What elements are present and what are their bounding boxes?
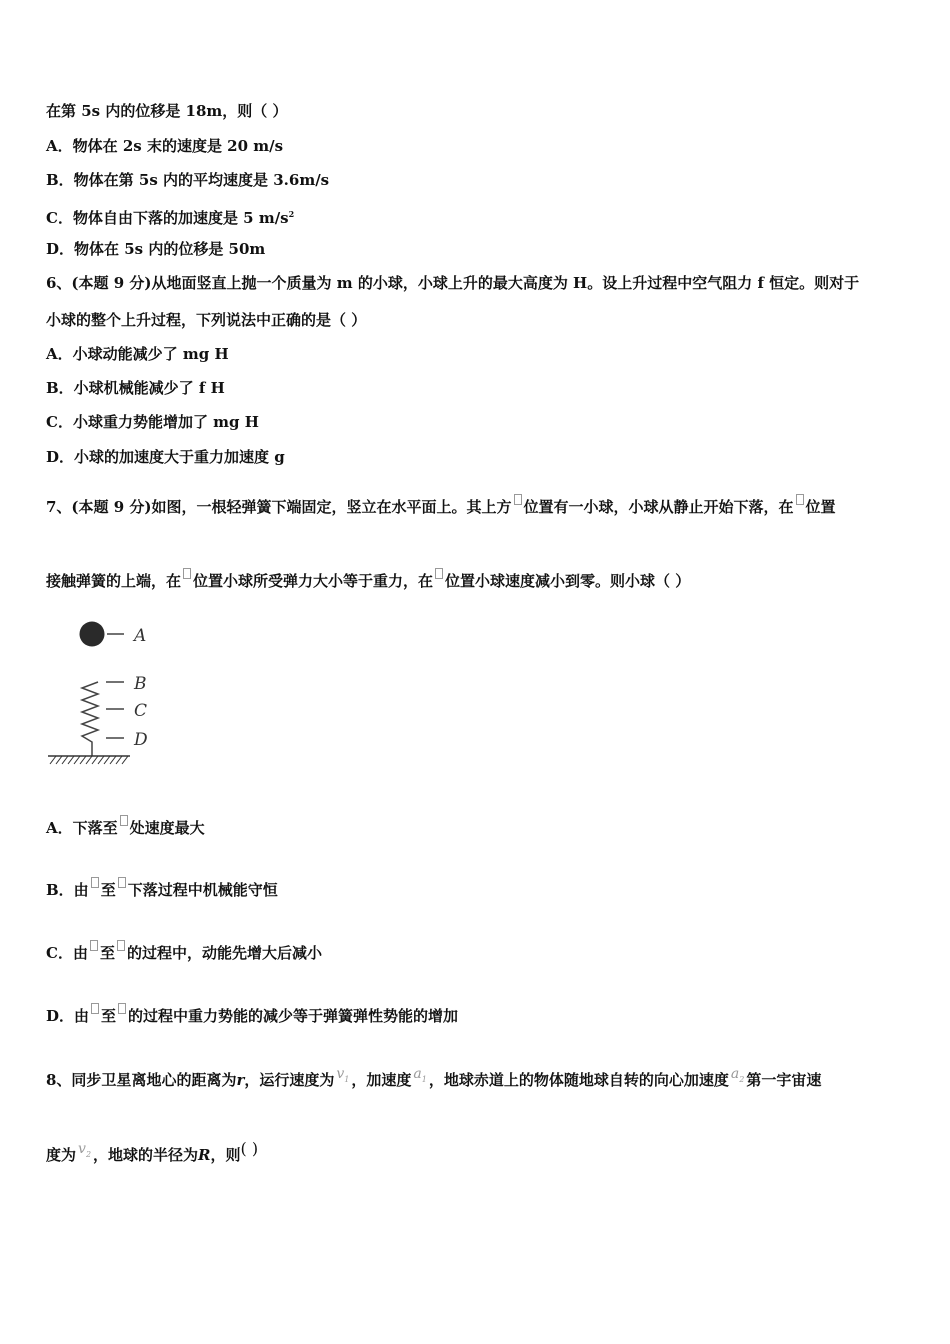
q8-answer-blank: ( ): [240, 1139, 259, 1158]
q8-symbol-a2: [731, 1066, 744, 1082]
q8-symbol-r: r: [236, 1071, 245, 1089]
q8-symbol-a2-base: a: [730, 1066, 740, 1082]
q7-stem-2b: 位置小球所受弹力大小等于重力，在: [193, 572, 434, 590]
q5-option-c-text: C．物体自由下落的加速度是 5 m/s: [46, 209, 289, 227]
q8-symbol-v2: [78, 1141, 91, 1157]
missing-glyph-box: [435, 568, 443, 579]
q7-option-b-1: B．由: [46, 881, 89, 899]
q7-option-c: [46, 940, 322, 963]
q8-symbol-a1-sub: 1: [421, 1074, 427, 1084]
q8-symbol-R: R: [198, 1146, 211, 1164]
q7-option-d-1: D．由: [46, 1007, 90, 1025]
q8-symbol-a1-base: a: [413, 1066, 422, 1082]
q7-option-b: [46, 877, 278, 900]
q8-symbol-v2-sub: 2: [85, 1149, 92, 1159]
q6-option-c: C．小球重力势能增加了 mg H: [46, 413, 259, 431]
q8-stem-line2: [46, 1139, 258, 1165]
spring: [82, 682, 98, 756]
missing-glyph-box: [91, 1003, 99, 1014]
q7-stem-1b: 位置有一小球，小球从静止开始下落，在: [523, 498, 794, 516]
missing-glyph-box: [90, 940, 98, 951]
q8-stem-line1: [46, 1064, 821, 1090]
q5-stem: 在第 5s 内的位移是 18m，则（ ）: [46, 102, 288, 120]
missing-glyph-box: [183, 568, 191, 579]
missing-glyph-box: [117, 940, 125, 951]
q7-stem-line1: [46, 494, 836, 517]
q7-stem-line2: [46, 568, 690, 591]
q7-option-b-2: 至: [100, 881, 116, 899]
missing-glyph-box: [120, 815, 128, 826]
q8-stem-g: ，地球的半径为: [93, 1146, 199, 1164]
q7-stem-2a: 接触弹簧的上端，在: [46, 572, 182, 590]
missing-glyph-box: [514, 494, 522, 505]
q7-option-a: [46, 815, 205, 838]
q7-option-a-2: 处速度最大: [129, 819, 205, 837]
label-b: B: [134, 674, 147, 694]
q8-symbol-a1: [413, 1066, 426, 1082]
q7-stem-2c: 位置小球速度减小到零。则小球（ ）: [445, 572, 691, 590]
q6-option-d: D．小球的加速度大于重力加速度 g: [46, 448, 285, 466]
missing-glyph-box: [796, 494, 804, 505]
missing-glyph-box: [118, 877, 126, 888]
ball: [80, 622, 105, 647]
q5-option-a: A．物体在 2s 末的速度是 20 m/s: [46, 137, 284, 155]
q8-symbol-v1-sub: 1: [344, 1074, 350, 1084]
q5-option-c: [46, 204, 294, 228]
q7-option-a-1: A．下落至: [46, 819, 118, 837]
q8-stem-e: 第一宇宙速: [746, 1071, 822, 1089]
q7-option-d-2: 至: [101, 1007, 117, 1025]
q8-stem-c: ，加速度: [351, 1071, 412, 1089]
spring-ball-figure: [44, 616, 174, 768]
q8-symbol-v1-base: v: [336, 1066, 345, 1082]
q6-option-b: B．小球机械能减少了 f H: [46, 379, 225, 397]
q5-option-b: B．物体在第 5s 内的平均速度是 3.6m/s: [46, 171, 330, 189]
q7-option-c-3: 的过程中，动能先增大后减小: [126, 944, 322, 962]
q8-stem-h: ，则: [210, 1146, 241, 1164]
missing-glyph-box: [118, 1003, 126, 1014]
q5-option-c-exponent: 2: [288, 209, 295, 219]
missing-glyph-box: [91, 877, 99, 888]
q7-option-c-1: C．由: [46, 944, 88, 962]
label-d: D: [134, 730, 148, 750]
ground-hatch: [50, 756, 128, 764]
q8-stem-d: ，地球赤道上的物体随地球自转的向心加速度: [428, 1071, 729, 1089]
q6-stem-line2: 小球的整个上升过程，下列说法中正确的是（ ）: [46, 311, 367, 329]
q8-stem-a: 8、同步卫星离地心的距离为: [46, 1071, 237, 1089]
q6-stem-line1: 6、(本题 9 分)从地面竖直上抛一个质量为 m 的小球，小球上升的最大高度为 H。设上升过程中空气阻力 f 恒定。则对于: [46, 274, 860, 292]
q7-option-c-2: 至: [99, 944, 115, 962]
q6-option-a: A．小球动能减少了 mg H: [46, 345, 229, 363]
label-a: A: [134, 626, 147, 646]
q8-symbol-a2-sub: 2: [739, 1074, 745, 1084]
q7-option-b-3: 下落过程中机械能守恒: [127, 881, 278, 899]
q8-symbol-v1: [336, 1066, 349, 1082]
q8-stem-b: ，运行速度为: [244, 1071, 335, 1089]
q7-stem-1a: 7、(本题 9 分)如图，一根轻弹簧下端固定，竖立在水平面上。其上方: [46, 498, 512, 516]
q7-option-d-3: 的过程中重力势能的减少等于弹簧弹性势能的增加: [128, 1007, 459, 1025]
q7-option-d: [46, 1003, 458, 1026]
q8-stem-f: 度为: [46, 1146, 77, 1164]
q7-stem-1c: 位置: [805, 498, 836, 516]
q5-option-d: D．物体在 5s 内的位移是 50m: [46, 240, 266, 258]
label-c: C: [134, 701, 148, 721]
q8-symbol-v2-base: v: [78, 1141, 86, 1157]
